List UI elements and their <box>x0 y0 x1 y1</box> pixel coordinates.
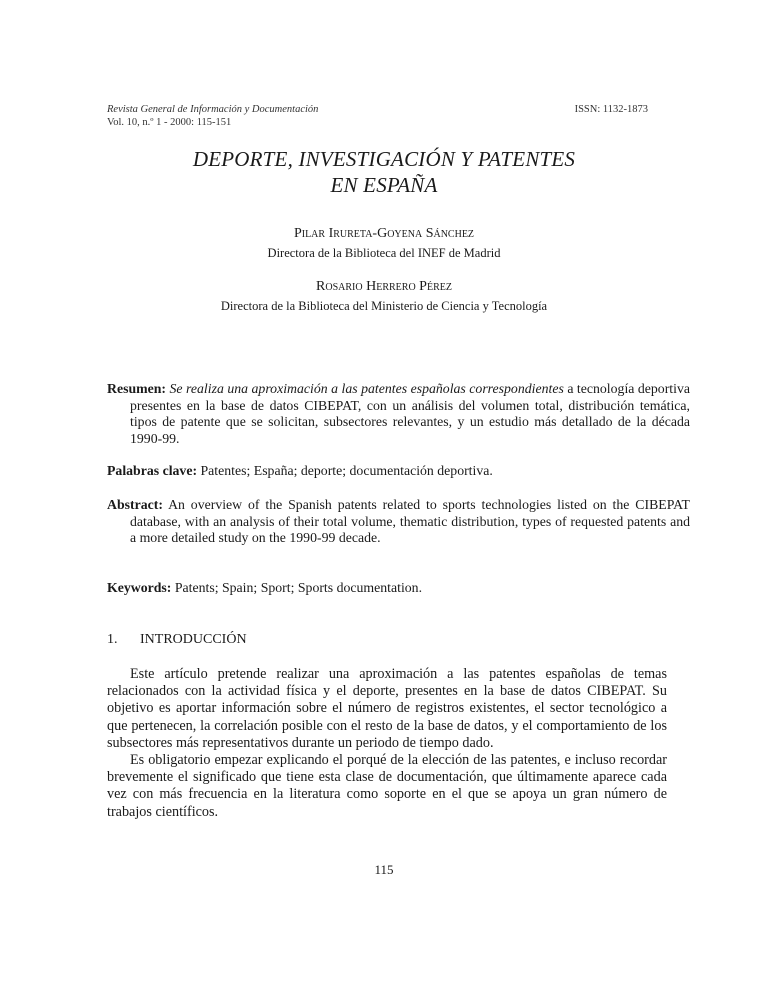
resumen-label: Resumen: <box>107 381 167 396</box>
author-name: Rosario Herrero Pérez <box>316 279 452 294</box>
palabras-clave-label: Palabras clave: <box>107 463 198 478</box>
author-affiliation: Directora de la Biblioteca del INEF de Madrid <box>267 246 501 260</box>
volume-info: Vol. 10, n.º 1 - 2000: 115-151 <box>107 117 232 128</box>
title-line-2: EN ESPAÑA <box>330 173 438 197</box>
resumen-block <box>107 381 690 447</box>
resumen-text: a tecnología deportiva presentes en la base de datos CIBEPAT, con un análisis del volumen total, distribución temática, tipos de patente que se solicitan, subsectores relevantes, y un estudio más detallado de la década 1990-99. <box>130 381 690 446</box>
article-title <box>0 146 768 198</box>
author-name: Pilar Irureta-Goyena Sánchez <box>293 226 475 241</box>
keywords-block <box>107 580 690 597</box>
abstract-label: Abstract: <box>107 497 163 512</box>
keywords-label: Keywords: <box>107 580 172 595</box>
section-title: INTRODUCCIÓN <box>140 632 247 647</box>
paragraph: Es obligatorio empezar explicando el porqué de la elección de las patentes, e incluso recordar brevemente el significado que tiene esta clase de documentación, que últimamente aparece cada vez con más frecuencia en la literatura como soporte en el que se apoya un gran número de trabajos científicos. <box>107 752 667 820</box>
issn: ISSN: 1132-1873 <box>574 104 648 115</box>
resumen-lead: Se realiza una aproximación a las patentes españolas correspondientes <box>169 381 564 396</box>
running-header <box>107 103 318 129</box>
abstract-text: An overview of the Spanish patents related to sports technologies listed on the CIBEPAT database, with an analysis of their total volume, thematic distribution, types of requested patents and a more detailed study on the 1990-99 decade. <box>130 497 690 545</box>
section-body <box>107 666 667 821</box>
paragraph: Este artículo pretende realizar una aproximación a las patentes españolas de temas relacionados con la actividad física y el deporte, presentes en la base de datos CIBEPAT. Su objetivo es aportar información sobre el número de registros existentes, el sector tecnológico a que pertenecen, la correlación posible con el resto de la base de datos, y el comportamiento de los subsectores más representativos durante un periodo de tiempo dado. <box>107 666 667 751</box>
title-line-1: DEPORTE, INVESTIGACIÓN Y PATENTES <box>192 147 576 171</box>
abstract-block <box>107 497 690 547</box>
palabras-clave-text: Patentes; España; deporte; documentación deportiva. <box>200 463 493 478</box>
section-number: 1. <box>107 632 118 647</box>
palabras-clave-block <box>107 463 690 480</box>
author-affiliation: Directora de la Biblioteca del Ministerio de Ciencia y Tecnología <box>220 299 548 313</box>
journal-name: Revista General de Información y Documentación <box>107 104 319 115</box>
page-number: 115 <box>374 862 394 877</box>
keywords-text: Patents; Spain; Sport; Sports documentation. <box>174 580 423 595</box>
section-heading <box>107 632 247 648</box>
